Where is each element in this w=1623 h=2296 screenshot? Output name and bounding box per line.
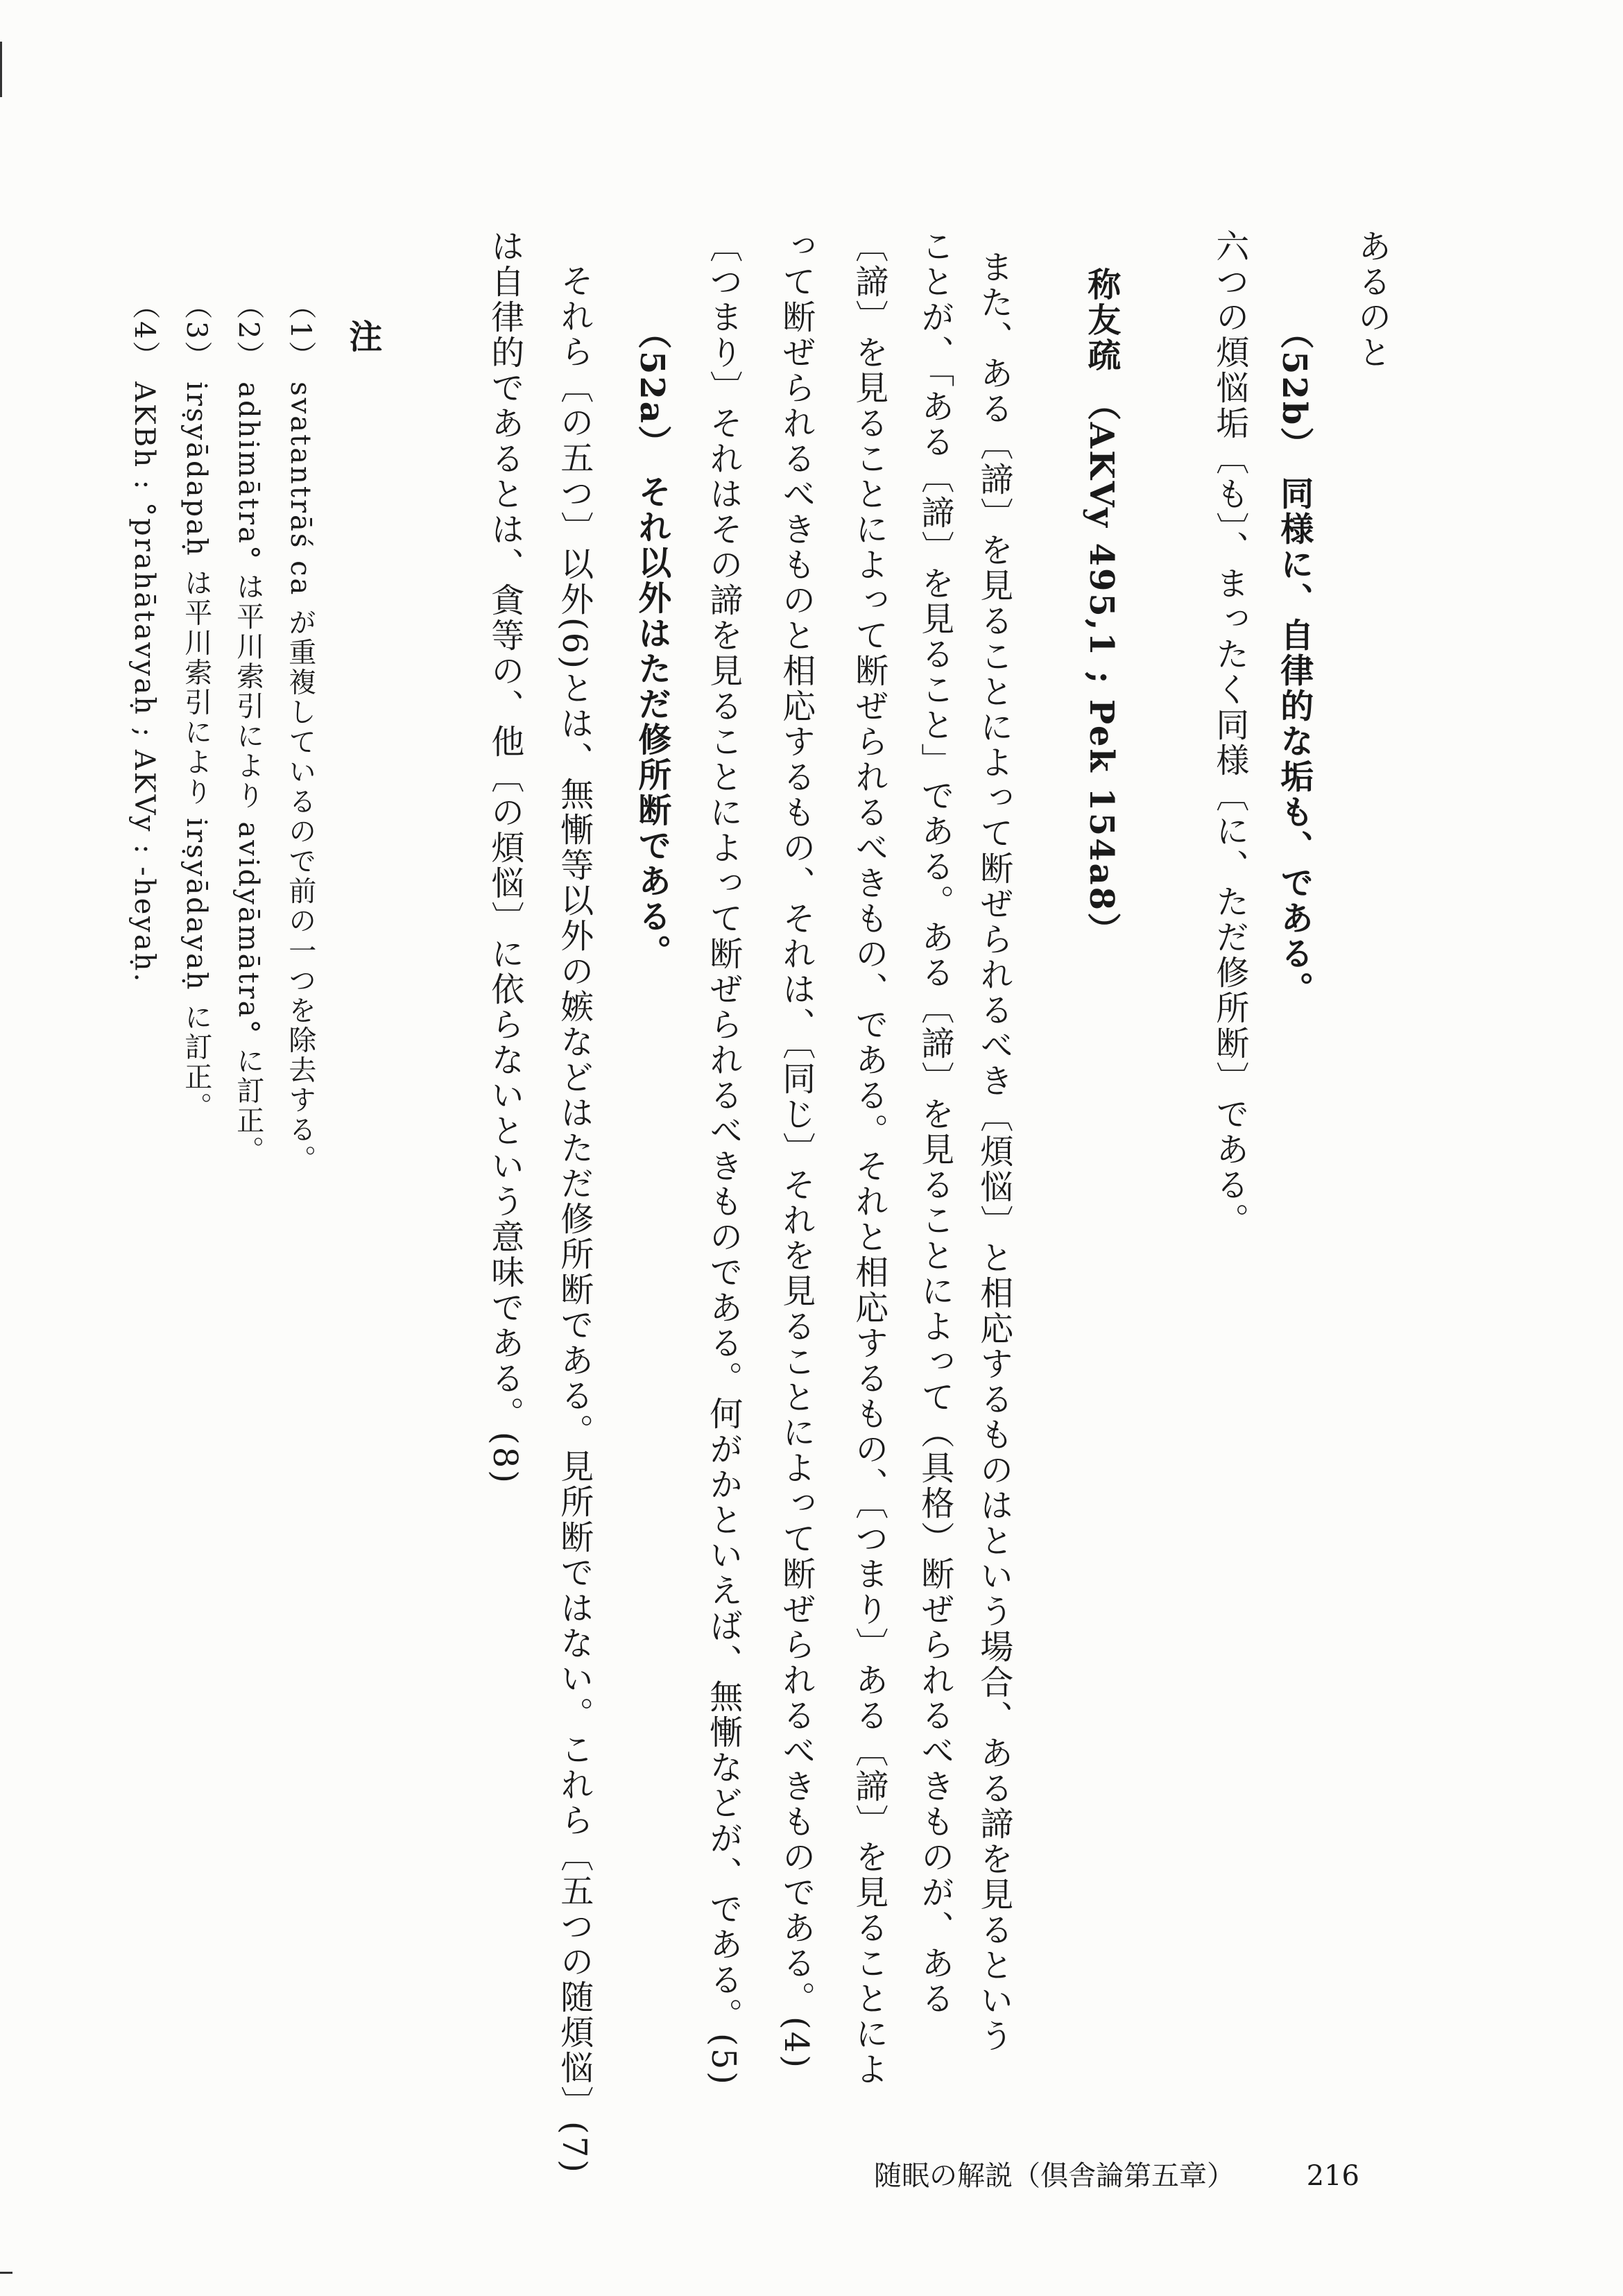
verse-heading-52a: （52a） それ以外はただ修所断である。 (632, 316, 671, 970)
text-column: あるのと (1352, 229, 1391, 370)
page-number: 216 (1306, 2160, 1359, 2192)
text-column: は自律的であるとは、貪等の、他〔の煩悩〕に依らないという意味である。(8) (485, 229, 524, 1485)
text-column: って断ぜられるべきものと相応するもの、それは、〔同じ〕それを見ることによって断ぜられるべきものである。(4) (776, 229, 816, 2070)
text-column: ことが、「ある〔諦〕を見ること」である。ある〔諦〕を見ることによって（具格）断ぜられるべきものが、ある (915, 229, 954, 2016)
text-column: また、ある〔諦〕を見ることによって断ぜられるべき〔煩悩〕と相応するものはという場合、ある諦を見るという (974, 250, 1013, 2054)
text-column: それら〔の五つ〕以外(6)とは、無慚等以外の嫉などはただ修所断である。見所断ではない。これら〔五つの随煩悩〕(7) (554, 264, 594, 2175)
footnote: （1） svatantrāś ca が重複しているので前の一つを除去する。 (284, 291, 316, 1175)
footnote: （4） AKBh : °prahātavyaḥ ; AKVy : -heyaḥ. (128, 291, 160, 984)
text-column: 〔諦〕を見ることによって断ぜられるべきもの、である。それと相応するもの、〔つまり〕ある〔諦〕を見ることによ (849, 229, 888, 2087)
scan-mark (0, 2272, 12, 2274)
text-column: 六つの煩悩垢〔も〕、まったく同様〔に、ただ修所断〕である。 (1210, 229, 1249, 1238)
text-column: 〔つまり〕それはその諦を見ることによって断ぜられるべきものである。何がかといえば、無慚などが、である。(5) (703, 229, 743, 2087)
scan-mark (0, 42, 2, 97)
footnote: （3） irṣyādapaḥ は平川索引により irṣyādayaḥ に訂正。 (180, 291, 212, 1122)
notes-heading: 注 (343, 319, 382, 354)
running-title: 随眠の解説（倶舎論第五章） (874, 2160, 1235, 2192)
page-footer (874, 2154, 1359, 2193)
footnote: （2） adhimātra° は平川索引により avidyāmātra° に訂正。 (232, 291, 264, 1166)
verse-heading-52b: （52b） 同様に、自律的な垢も、である。 (1274, 316, 1314, 1007)
commentary-heading: 称友疏 （AKVy 495,1 ; Pek 154a8） (1081, 267, 1121, 948)
